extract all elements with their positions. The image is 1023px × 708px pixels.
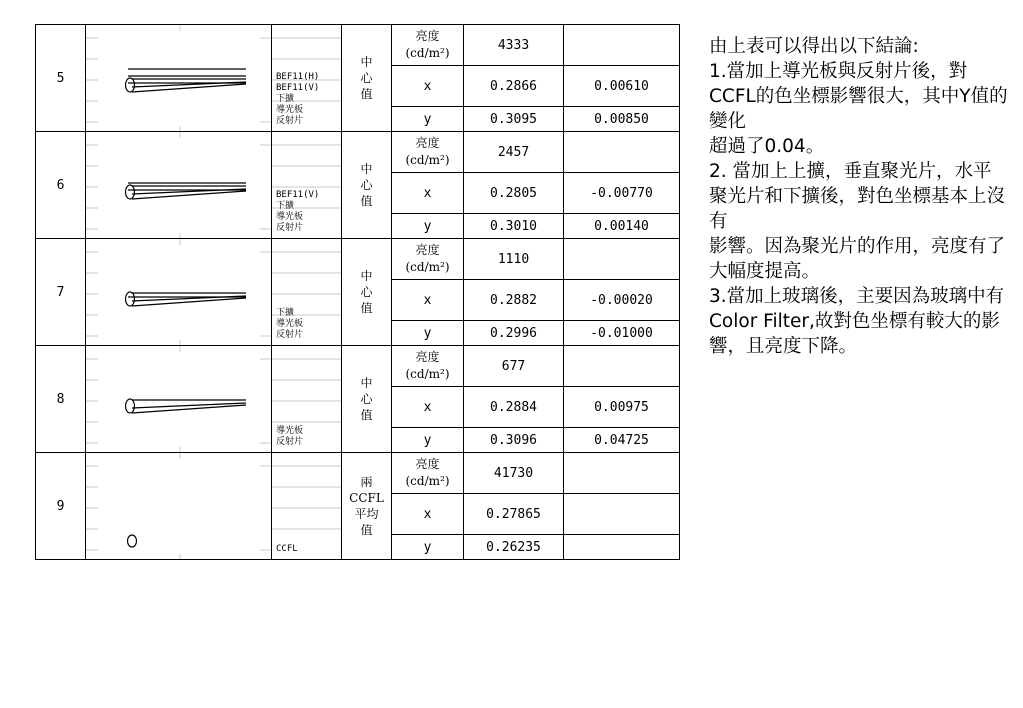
y-label-text: y: [423, 111, 432, 127]
table-row: [36, 25, 680, 66]
table-row: [36, 132, 680, 173]
x-value-text: 0.2805: [490, 185, 537, 201]
components-cell: [272, 25, 342, 132]
ccfl-tube-icon: [126, 292, 135, 306]
table-body: [36, 25, 680, 560]
brightness-value-text: 2457: [497, 144, 530, 160]
value-type-text: 心: [360, 285, 373, 299]
structure-diagram-cell: [86, 132, 272, 239]
x-diff: [564, 387, 680, 428]
x-label-text: x: [423, 185, 432, 201]
component-name: 反射片: [276, 437, 304, 447]
value-type-cell: [342, 453, 392, 560]
structure-diagram-cell: [86, 346, 272, 453]
x-diff: [564, 280, 680, 321]
y-diff: [564, 428, 680, 453]
component-name: 下擴: [276, 201, 295, 211]
brightness-diff-empty: [564, 132, 680, 173]
row-number: [36, 453, 86, 560]
y-label-text: y: [423, 325, 432, 341]
brightness-value-text: 1110: [497, 251, 530, 267]
value-type-text: 值: [360, 87, 373, 101]
brightness-diff-empty: [564, 25, 680, 66]
component-name: CCFL: [276, 544, 298, 554]
components-cell: [272, 239, 342, 346]
value-type-text: 中: [360, 269, 373, 283]
conclusion-line: 2. 當加上上擴，垂直聚光片，水平聚光片和下擴後，對色坐標基本上沒有: [709, 161, 1006, 232]
brightness-value-text: 41730: [493, 465, 534, 481]
row-number-text: 9: [56, 498, 65, 514]
y-label: [392, 321, 464, 346]
brightness-label: 亮度: [415, 457, 440, 471]
x-label: [392, 173, 464, 214]
x-value: [464, 280, 564, 321]
brightness-label-cell: [392, 453, 464, 494]
value-type-text: 值: [360, 194, 373, 208]
x-value: [464, 66, 564, 107]
x-label: [392, 66, 464, 107]
brightness-value: [464, 132, 564, 173]
structure-diagram-cell: [86, 239, 272, 346]
y-value: [464, 321, 564, 346]
structure-diagram-cell: [86, 453, 272, 560]
brightness-unit: (cd/m²): [405, 260, 450, 274]
x-value: [464, 173, 564, 214]
row-number: [36, 346, 86, 453]
value-type-cell: [342, 239, 392, 346]
y-value-text: 0.3095: [490, 111, 537, 127]
brightness-value: [464, 453, 564, 494]
component-list: [276, 426, 303, 448]
value-type-text: 兩: [360, 475, 373, 489]
row-number: [36, 239, 86, 346]
value-type-text: 心: [360, 71, 373, 85]
y-diff: [564, 535, 680, 560]
light-guide-plate: [132, 403, 246, 408]
row-number-text: 6: [56, 177, 65, 193]
structure-diagram-cell: [86, 25, 272, 132]
component-name: 導光板: [276, 426, 304, 436]
value-type-text: 心: [360, 392, 373, 406]
value-type-text: 平均: [354, 507, 379, 521]
x-diff: [564, 494, 680, 535]
conclusion-line: 影響。因為聚光片的作用，亮度有了大幅度提高。: [709, 236, 1006, 282]
row-number-text: 7: [56, 284, 65, 300]
y-label-text: y: [423, 432, 432, 448]
x-label: [392, 387, 464, 428]
component-name: 反射片: [276, 116, 304, 126]
brightness-label: 亮度: [415, 243, 440, 257]
reflector-sheet: [132, 191, 246, 199]
structure-sketch: [86, 346, 271, 452]
ccfl-tube-icon: [128, 535, 137, 547]
brightness-label: 亮度: [415, 136, 440, 150]
brightness-label-cell: [392, 25, 464, 66]
conclusion-line: 1.當加上導光板與反射片後，對CCFL的色坐標影響很大，其中Y值的變化: [709, 61, 1008, 132]
structure-sketch: [86, 453, 271, 559]
x-label-text: x: [423, 506, 432, 522]
brightness-unit: (cd/m²): [405, 474, 450, 488]
value-type-text: 中: [360, 162, 373, 176]
y-value: [464, 428, 564, 453]
component-name: 反射片: [276, 330, 304, 340]
value-type-cell: [342, 346, 392, 453]
value-type-text: 中: [360, 376, 373, 390]
conclusion-notes: [709, 34, 1009, 359]
y-label: [392, 214, 464, 239]
x-value-text: 0.27865: [486, 506, 541, 522]
y-diff-text: -0.01000: [590, 325, 653, 341]
row-number-text: 8: [56, 391, 65, 407]
component-name: 導光板: [276, 212, 304, 222]
x-label-text: x: [423, 292, 432, 308]
x-diff-text: 0.00610: [594, 78, 649, 94]
component-name: BEF11(V): [276, 83, 320, 93]
component-name: 下擴: [276, 94, 295, 104]
component-list: [276, 72, 319, 127]
y-label-text: y: [423, 218, 432, 234]
brightness-value: [464, 25, 564, 66]
components-cell: [272, 132, 342, 239]
y-value: [464, 107, 564, 132]
y-value-text: 0.26235: [486, 539, 541, 555]
structure-sketch: [86, 132, 271, 238]
x-label-text: x: [423, 399, 432, 415]
y-value: [464, 214, 564, 239]
y-value-text: 0.3096: [490, 432, 537, 448]
x-value-text: 0.2866: [490, 78, 537, 94]
value-type-cell: [342, 25, 392, 132]
brightness-diff-empty: [564, 346, 680, 387]
y-value: [464, 535, 564, 560]
reflector-sheet: [132, 298, 246, 306]
x-label: [392, 494, 464, 535]
value-type-text: 值: [360, 523, 373, 537]
x-diff-text: -0.00020: [590, 292, 653, 308]
component-list: [276, 544, 298, 555]
x-value: [464, 387, 564, 428]
x-value-text: 0.2882: [490, 292, 537, 308]
value-type-text: 值: [360, 408, 373, 422]
component-list: [276, 190, 319, 234]
value-type-text: 中: [360, 55, 373, 69]
value-type-text: 心: [360, 178, 373, 192]
y-label: [392, 535, 464, 560]
y-diff: [564, 214, 680, 239]
x-diff: [564, 173, 680, 214]
brightness-label-cell: [392, 239, 464, 280]
y-diff-text: 0.00140: [594, 218, 649, 234]
brightness-diff-empty: [564, 453, 680, 494]
value-type-cell: [342, 132, 392, 239]
table-row: [36, 346, 680, 387]
component-name: BEF11(H): [276, 72, 320, 82]
y-diff: [564, 321, 680, 346]
row-number: [36, 25, 86, 132]
component-name: 導光板: [276, 319, 304, 329]
x-diff: [564, 66, 680, 107]
y-diff-text: 0.04725: [594, 432, 649, 448]
value-type-text: CCFL: [349, 491, 384, 505]
value-type-text: 值: [360, 301, 373, 315]
structure-sketch: [86, 25, 271, 131]
component-name: 導光板: [276, 105, 304, 115]
conclusion-line: 3.當加上玻璃後，主要因為玻璃中有Color Filter,故對色坐標有較大的影響，且亮度下降。: [709, 286, 1005, 357]
brightness-label-cell: [392, 132, 464, 173]
x-label: [392, 280, 464, 321]
y-diff: [564, 107, 680, 132]
component-name: BEF11(V): [276, 190, 320, 200]
x-label-text: x: [423, 78, 432, 94]
y-value-text: 0.2996: [490, 325, 537, 341]
component-name: 下擴: [276, 308, 295, 318]
x-diff-text: -0.00770: [590, 185, 653, 201]
brightness-value-text: 677: [501, 358, 526, 374]
ccfl-tube-icon: [126, 399, 135, 413]
ccfl-tube-icon: [126, 78, 135, 92]
component-list: [276, 308, 303, 341]
conclusion-line: 超過了0.04。: [709, 136, 825, 157]
table-row: [36, 453, 680, 494]
brightness-value: [464, 239, 564, 280]
brightness-value: [464, 346, 564, 387]
y-value-text: 0.3010: [490, 218, 537, 234]
x-diff-text: 0.00975: [594, 399, 649, 415]
table-row: [36, 239, 680, 280]
brightness-label: 亮度: [415, 350, 440, 364]
ccfl-tube-icon: [126, 185, 135, 199]
brightness-unit: (cd/m²): [405, 153, 450, 167]
y-diff-text: 0.00850: [594, 111, 649, 127]
y-label-text: y: [423, 539, 432, 555]
components-cell: [272, 453, 342, 560]
component-name: 反射片: [276, 223, 304, 233]
reflector-sheet: [132, 84, 246, 92]
brightness-label-cell: [392, 346, 464, 387]
structure-sketch: [86, 239, 271, 345]
row-number: [36, 132, 86, 239]
brightness-value-text: 4333: [497, 37, 530, 53]
brightness-label: 亮度: [415, 29, 440, 43]
brightness-unit: (cd/m²): [405, 46, 450, 60]
y-label: [392, 107, 464, 132]
x-value-text: 0.2884: [490, 399, 537, 415]
brightness-unit: (cd/m²): [405, 367, 450, 381]
y-label: [392, 428, 464, 453]
components-cell: [272, 346, 342, 453]
brightness-diff-empty: [564, 239, 680, 280]
x-value: [464, 494, 564, 535]
measurement-table: [35, 24, 680, 560]
reflector-sheet: [132, 405, 246, 413]
conclusion-line: 由上表可以得出以下結論:: [709, 36, 919, 57]
row-number-text: 5: [56, 70, 65, 86]
